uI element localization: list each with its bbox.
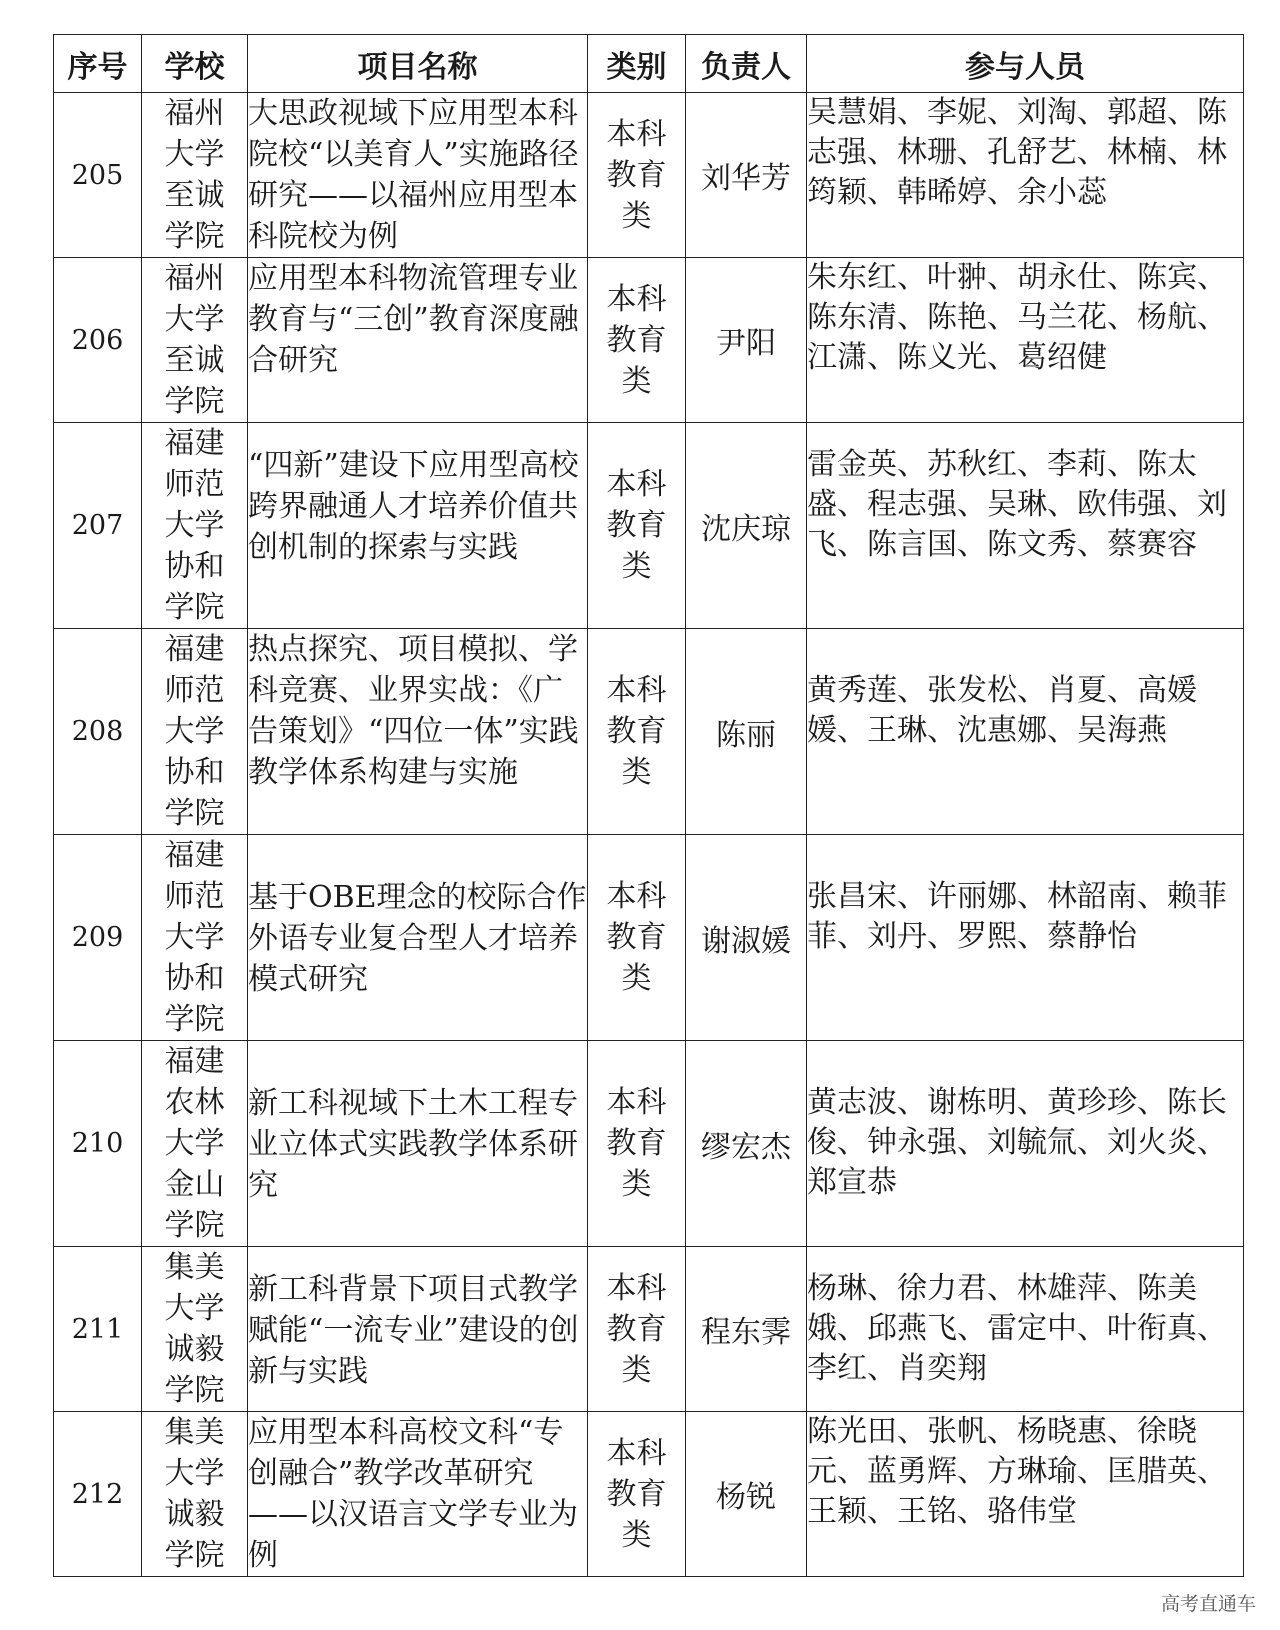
school-name: 福州大学至诚学院 <box>164 96 225 254</box>
leader: 谢淑媛 <box>686 835 807 1041</box>
members: 张昌宋、许丽娜、林韶南、赖菲菲、刘丹、罗熙、蔡静怡 <box>807 835 1244 1041</box>
leader: 刘华芳 <box>686 93 807 258</box>
category: 本科教育类 <box>606 467 667 584</box>
table-row <box>54 1041 1244 1247</box>
leader: 陈丽 <box>686 629 807 835</box>
school-name: 福建农林大学金山学院 <box>164 1044 225 1243</box>
leader: 沈庆琼 <box>686 423 807 629</box>
header-row <box>54 35 1244 93</box>
watermark-text: 高考直通车 <box>1160 1593 1256 1615</box>
table-row <box>54 629 1244 835</box>
school-name: 集美大学诚毅学院 <box>164 1415 225 1573</box>
header-category: 类别 <box>588 35 686 93</box>
project-name: 应用型本科物流管理专业教育与“三创”教育深度融合研究 <box>248 258 588 423</box>
row-number: 209 <box>54 835 142 1041</box>
table-row <box>54 258 1244 423</box>
category: 本科教育类 <box>606 1435 667 1553</box>
members: 黄秀莲、张发松、肖夏、高媛媛、王琳、沈惠娜、吴海燕 <box>807 629 1244 835</box>
row-number: 207 <box>54 423 142 629</box>
members: 杨琳、徐力君、林雄萍、陈美娥、邱燕飞、雷定中、叶衔真、李红、肖奕翔 <box>807 1247 1244 1412</box>
members: 陈光田、张帆、杨晓惠、徐晓元、蓝勇辉、方琳瑜、匡腊英、王颖、王铭、骆伟堂 <box>807 1412 1244 1577</box>
project-name: 新工科背景下项目式教学赋能“一流专业”建设的创新与实践 <box>248 1247 588 1412</box>
project-name: 应用型本科高校文科“专创融合”教学改革研究——以汉语言文学专业为例 <box>248 1412 588 1577</box>
school-name: 福建师范大学协和学院 <box>164 632 225 831</box>
members: 朱东红、叶翀、胡永仕、陈宾、陈东清、陈艳、马兰花、杨航、江潇、陈义光、葛绍健 <box>807 258 1244 423</box>
school-name: 集美大学诚毅学院 <box>164 1250 225 1408</box>
row-number: 210 <box>54 1041 142 1247</box>
header-project: 项目名称 <box>248 35 588 93</box>
header-members: 参与人员 <box>807 35 1244 93</box>
members: 雷金英、苏秋红、李莉、陈太盛、程志强、吴琳、欧伟强、刘飞、陈言国、陈文秀、蔡赛容 <box>807 423 1244 629</box>
row-number: 206 <box>54 258 142 423</box>
header-school: 学校 <box>142 35 248 93</box>
table-row <box>54 93 1244 258</box>
row-number: 208 <box>54 629 142 835</box>
leader: 程东霁 <box>686 1247 807 1412</box>
category: 本科教育类 <box>606 281 667 399</box>
row-number: 212 <box>54 1412 142 1577</box>
header-number: 序号 <box>54 35 142 93</box>
header-leader: 负责人 <box>686 35 807 93</box>
leader: 杨锐 <box>686 1412 807 1577</box>
row-number: 205 <box>54 93 142 258</box>
leader: 尹阳 <box>686 258 807 423</box>
leader: 缪宏杰 <box>686 1041 807 1247</box>
members: 吴慧娟、李妮、刘淘、郭超、陈志强、林珊、孔舒艺、林楠、林筠颖、韩晞婷、余小蕊 <box>807 93 1244 258</box>
table-row <box>54 835 1244 1041</box>
category: 本科教育类 <box>606 1270 667 1388</box>
project-name: 热点探究、项目模拟、学科竞赛、业界实战：《广告策划》“四位一体”实践教学体系构建与实施 <box>248 629 588 835</box>
category: 本科教育类 <box>606 116 667 234</box>
category: 本科教育类 <box>606 1085 667 1202</box>
project-name: 新工科视域下土木工程专业立体式实践教学体系研究 <box>248 1041 588 1247</box>
project-name: 大思政视域下应用型本科院校“以美育人”实施路径研究——以福州应用型本科院校为例 <box>248 93 588 258</box>
school-name: 福建师范大学协和学院 <box>164 838 225 1037</box>
project-name: 基于OBE理念的校际合作外语专业复合型人才培养模式研究 <box>248 835 588 1041</box>
category: 本科教育类 <box>606 879 667 996</box>
project-table <box>53 34 1244 1577</box>
table-row <box>54 1247 1244 1412</box>
category: 本科教育类 <box>606 673 667 790</box>
row-number: 211 <box>54 1247 142 1412</box>
members: 黄志波、谢栋明、黄珍珍、陈长俊、钟永强、刘毓氚、刘火炎、郑宣恭 <box>807 1041 1244 1247</box>
school-name: 福州大学至诚学院 <box>164 261 225 419</box>
school-name: 福建师范大学协和学院 <box>164 426 225 625</box>
project-name: “四新”建设下应用型高校跨界融通人才培养价值共创机制的探索与实践 <box>248 423 588 629</box>
table-row <box>54 1412 1244 1577</box>
table-row <box>54 423 1244 629</box>
